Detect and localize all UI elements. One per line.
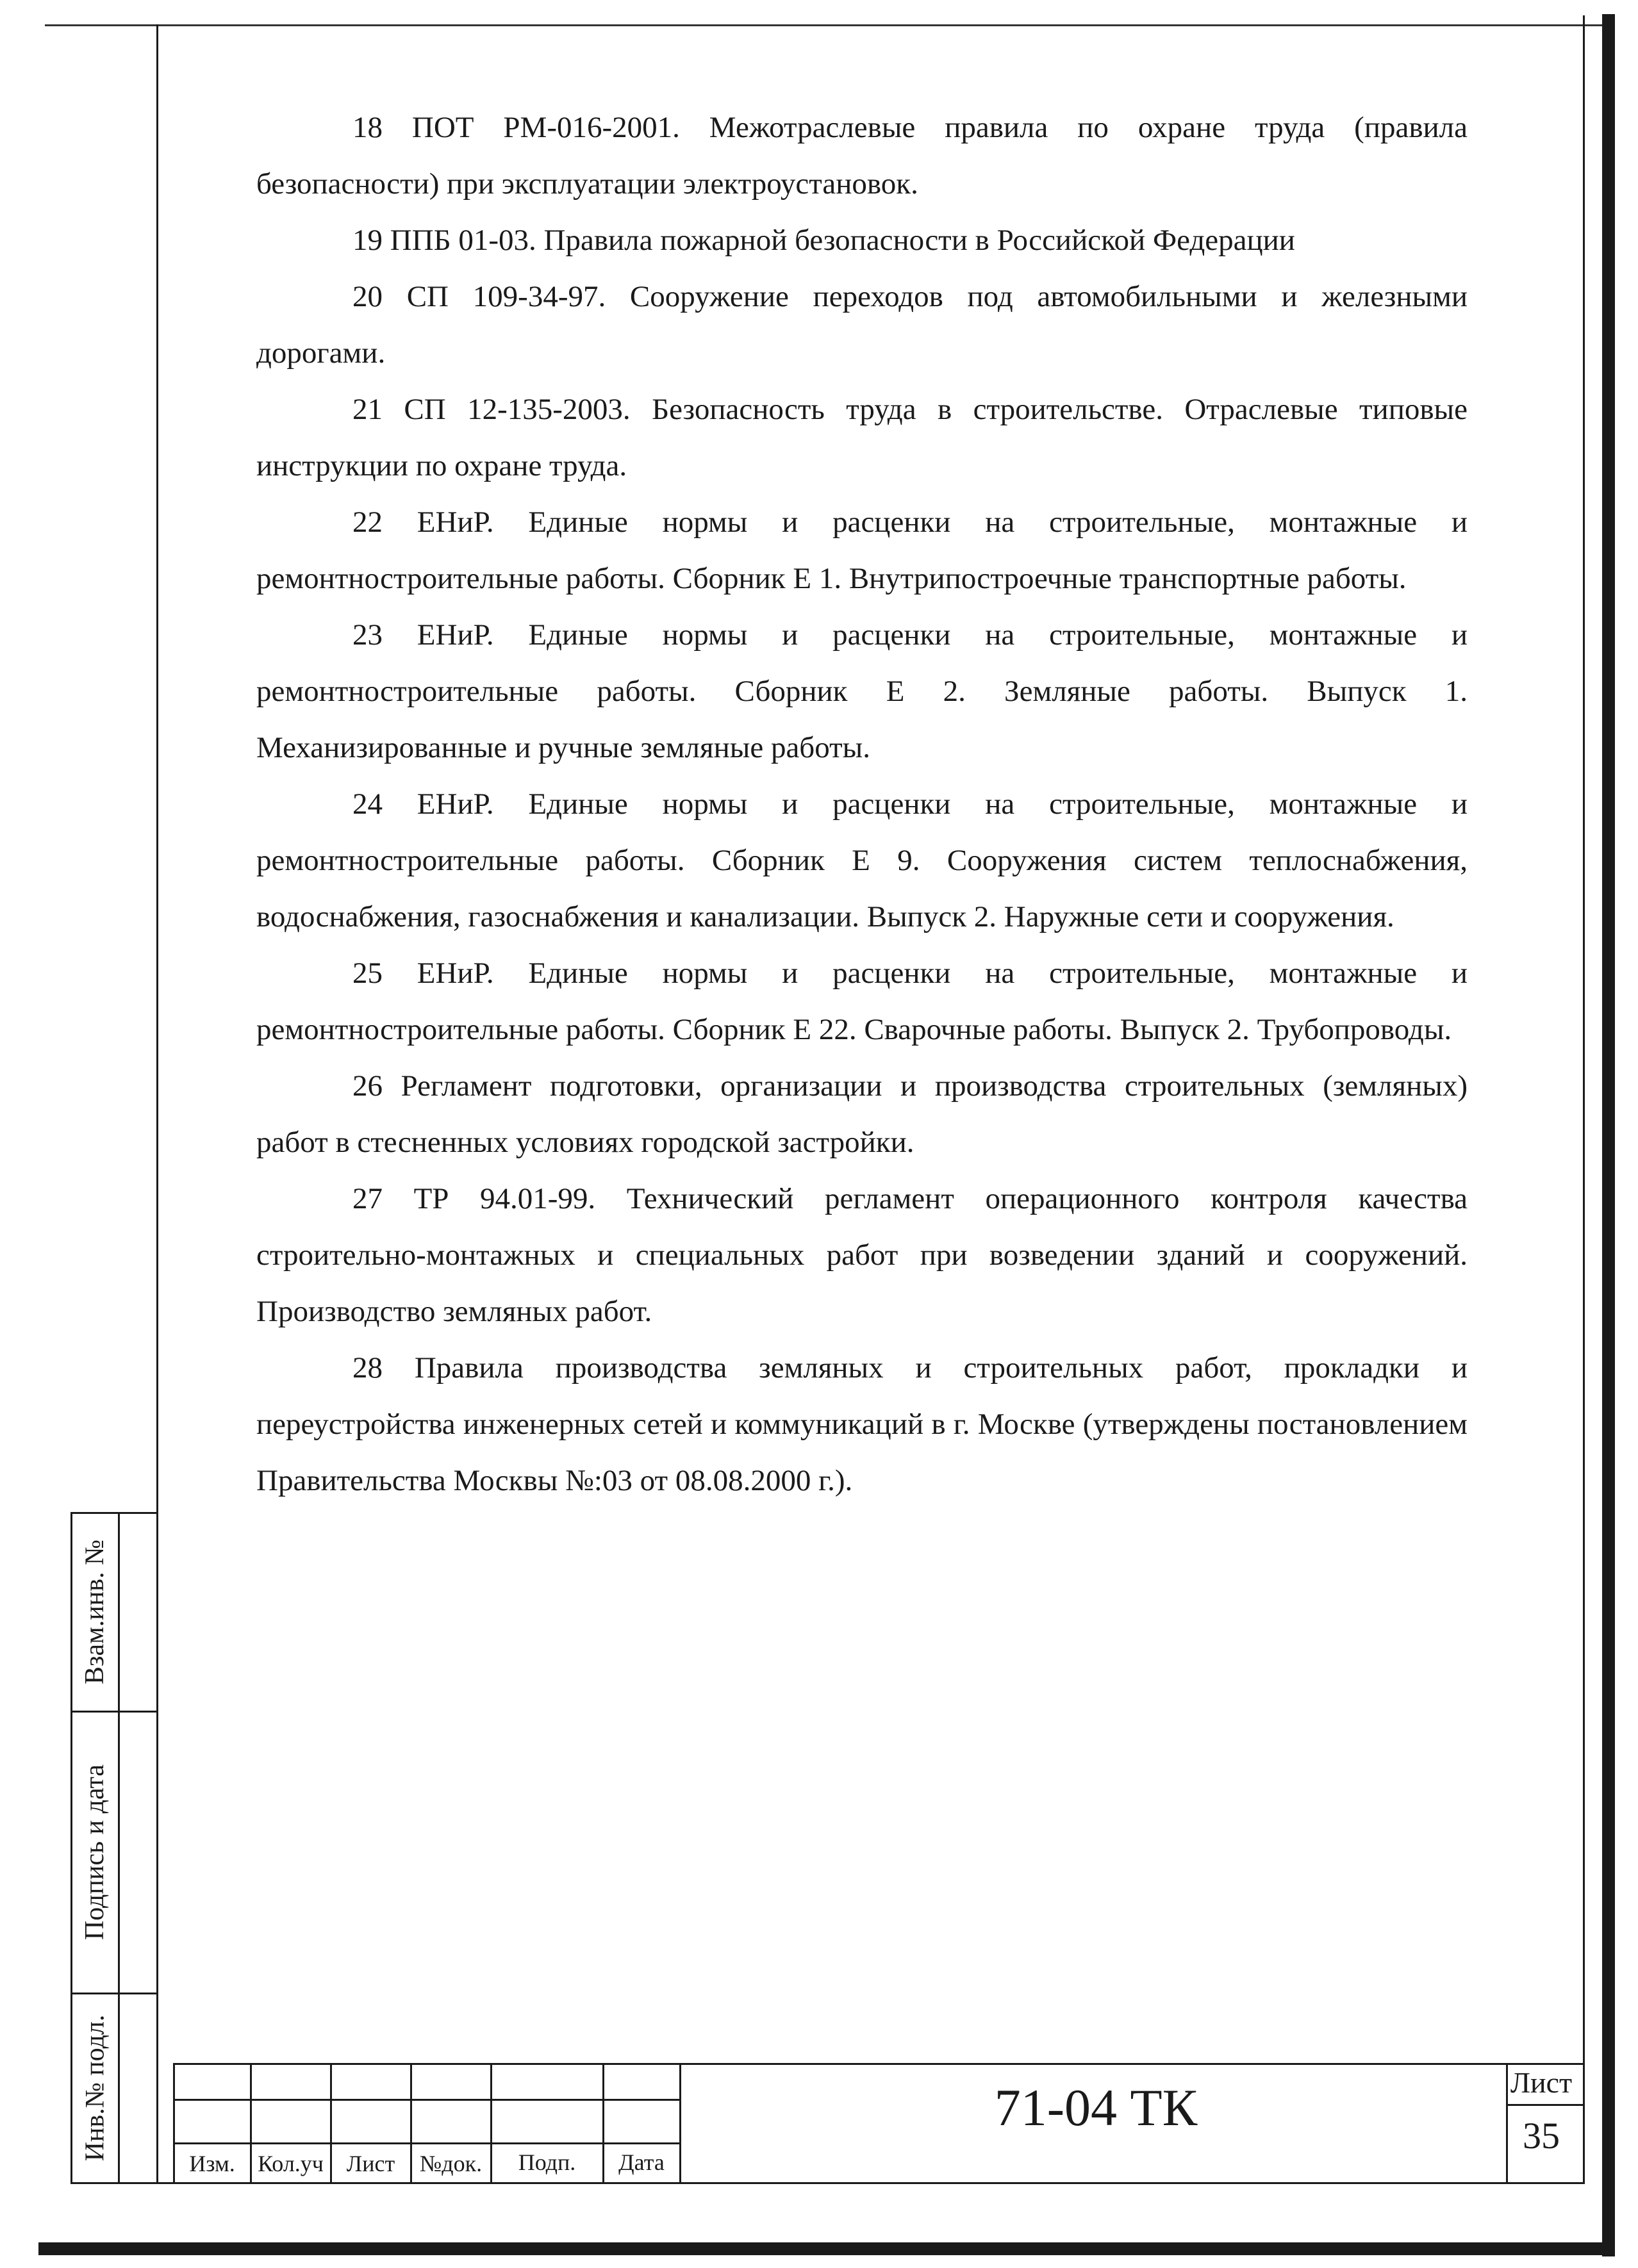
side-stamp-bottom-line [70,2182,156,2184]
reference-item: 19 ППБ 01-03. Правила пожарной безопасности в Российской Федерации [352,224,1295,257]
references-list [256,99,1468,1509]
reference-item: 24 ЕНиР. Единые нормы и расценки на строительные, монтажные и ремонтностроительные работы. Сборник Е 9. Сооружения систем теплоснабжения, водоснабжения, газоснабжения и канализации. Выпуск 2. Наружные сети и сооружения. [256,787,1468,933]
title-block-top-line [173,2063,1583,2065]
reference-item: 26 Регламент подготовки, организации и производства строительных (земляных) работ в стесненных условиях городской застройки. [256,1069,1468,1159]
izm-header: Изм. [189,2151,235,2176]
reference-item: 27 ТР 94.01-99. Технический регламент операционного контроля качества строительно-монтажных и специальных работ при возведении зданий и сооружений. Производство земляных работ. [256,1182,1468,1328]
outer-bottom-edge [38,2242,1615,2255]
data-header: Дата [618,2149,665,2175]
list-header: Лист [346,2151,395,2176]
sheet-number: 35 [1523,2115,1560,2157]
side-stamp-divider [118,1512,120,2184]
reference-item: 18 ПОТ РМ-016-2001. Межотраслевые правила по охране труда (правила безопасности) при эксплуатации электроустановок. [256,111,1468,201]
document-code: 71-04 ТК [994,2078,1198,2137]
top-margin-line [45,24,1609,26]
reference-item: 28 Правила производства земляных и строительных работ, прокладки и переустройства инженерных сетей и коммуникаций в г. Москве (утверждены постановлением Правительства Москвы №:03 от 08.08.2000 г.). [256,1351,1468,1497]
reference-item: 21 СП 12-135-2003. Безопасность труда в строительстве. Отраслевые типовые инструкции по охране труда. [256,393,1468,482]
side-stamp-signature-date-label: Подпись и дата [80,1764,110,1941]
side-stamp-original-inv [72,1994,118,2182]
side-stamp-signature-date [72,1712,118,1993]
reference-item: 23 ЕНиР. Единые нормы и расценки на строительные, монтажные и ремонтностроительные работы. Сборник Е 2. Земляные работы. Выпуск 1. Механизированные и ручные земляные работы. [256,618,1468,764]
frame-bottom-border [156,2182,1585,2184]
sheet-cell-divider [1506,2104,1583,2106]
side-stamp-replaced-inv-label: Взам.инв. № [80,1539,110,1685]
reference-item: 20 СП 109-34-97. Сооружение переходов под автомобильными и железными дорогами. [256,280,1468,370]
side-stamp-replaced-inv [72,1513,118,1711]
podp-header: Подп. [518,2149,576,2175]
side-stamp-original-inv-label: Инв.№ подл. [80,2014,110,2162]
outer-right-edge [1602,14,1615,2256]
sheet-label: Лист [1510,2066,1573,2099]
kol-uch-header: Кол.уч [258,2151,324,2176]
n-dok-header: №док. [419,2151,483,2176]
frame-right-border [1583,15,1585,2183]
reference-item: 25 ЕНиР. Единые нормы и расценки на строительные, монтажные и ремонтностроительные работы. Сборник Е 22. Сварочные работы. Выпуск 2. Трубопроводы. [256,957,1468,1046]
frame-left-border [156,24,158,2183]
reference-item: 22 ЕНиР. Единые нормы и расценки на строительные, монтажные и ремонтностроительные работы. Сборник Е 1. Внутрипостроечные транспортные работы. [256,505,1468,595]
